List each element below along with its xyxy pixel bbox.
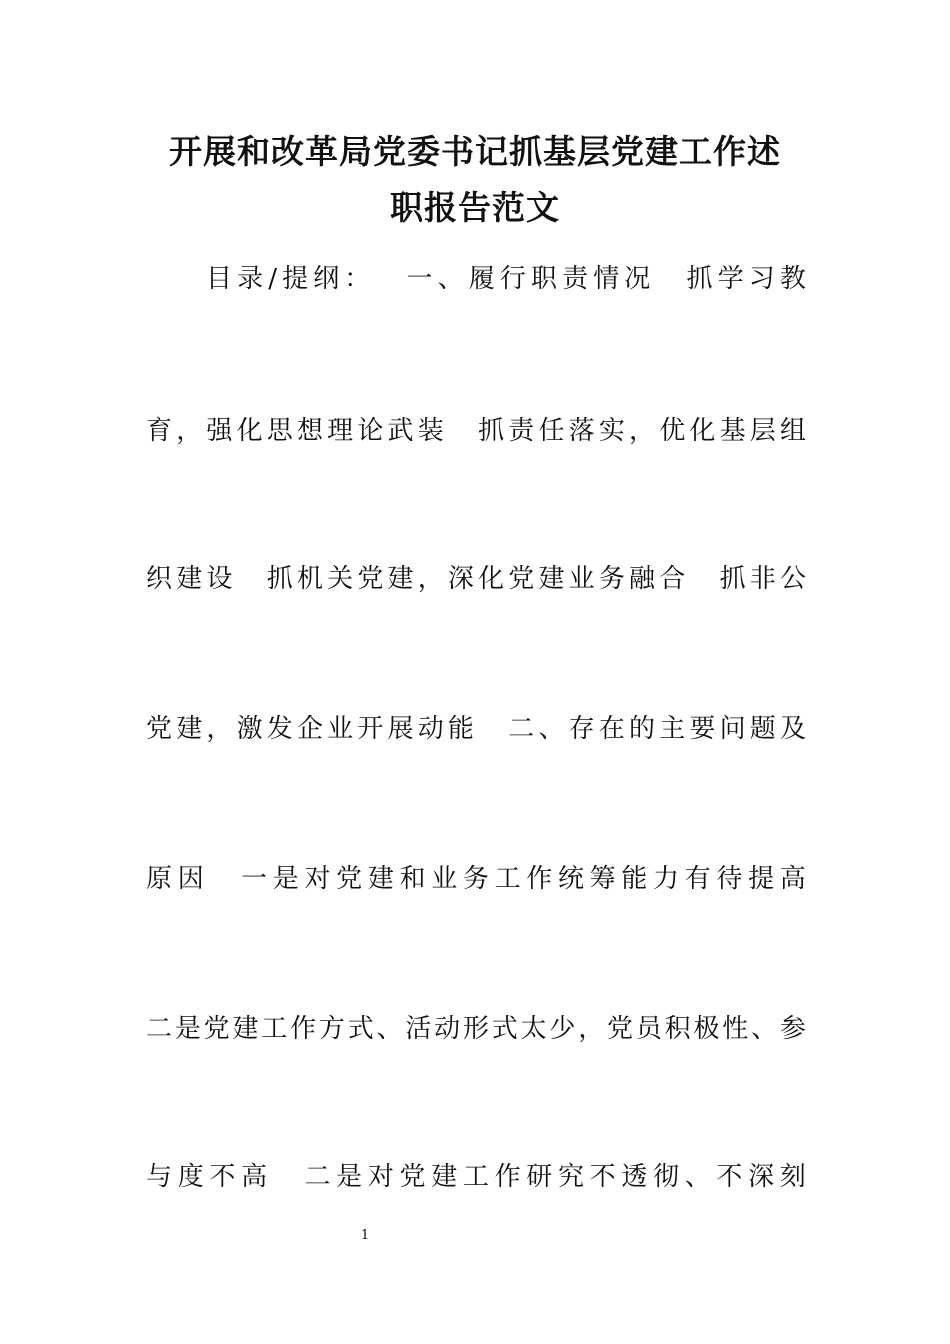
- body-line-7: 与 度 不 高 二 是 对 党 建 工 作 研 究 不 透 彻 、 不 深 刻: [146, 1162, 806, 1192]
- document-title-line-2: 职报告范文: [390, 188, 560, 227]
- body-line-5: 原 因 一 是 对 党 建 和 业 务 工 作 统 筹 能 力 有 待 提 高: [146, 864, 806, 894]
- page-number: 1: [360, 1228, 370, 1243]
- body-line-1: 目 录 / 提 纲 ： 一 、 履 行 职 责 情 况 抓 学 习 教: [206, 264, 806, 294]
- body-line-4: 党 建 ， 激 发 企 业 开 展 动 能 二 、 存 在 的 主 要 问 题 及: [146, 714, 806, 744]
- body-line-3: 织 建 设 抓 机 关 党 建 ， 深 化 党 建 业 务 融 合 抓 非 公: [146, 564, 806, 594]
- body-line-6: 二 是 党 建 工 作 方 式 、 活 动 形 式 太 少 ， 党 员 积 极 性 、 参: [146, 1014, 806, 1044]
- document-title-line-1: 开展和改革局党委书记抓基层党建工作述: [169, 132, 781, 171]
- body-line-2: 育 ， 强 化 思 想 理 论 武 装 抓 责 任 落 实 ， 优 化 基 层 组: [146, 416, 806, 446]
